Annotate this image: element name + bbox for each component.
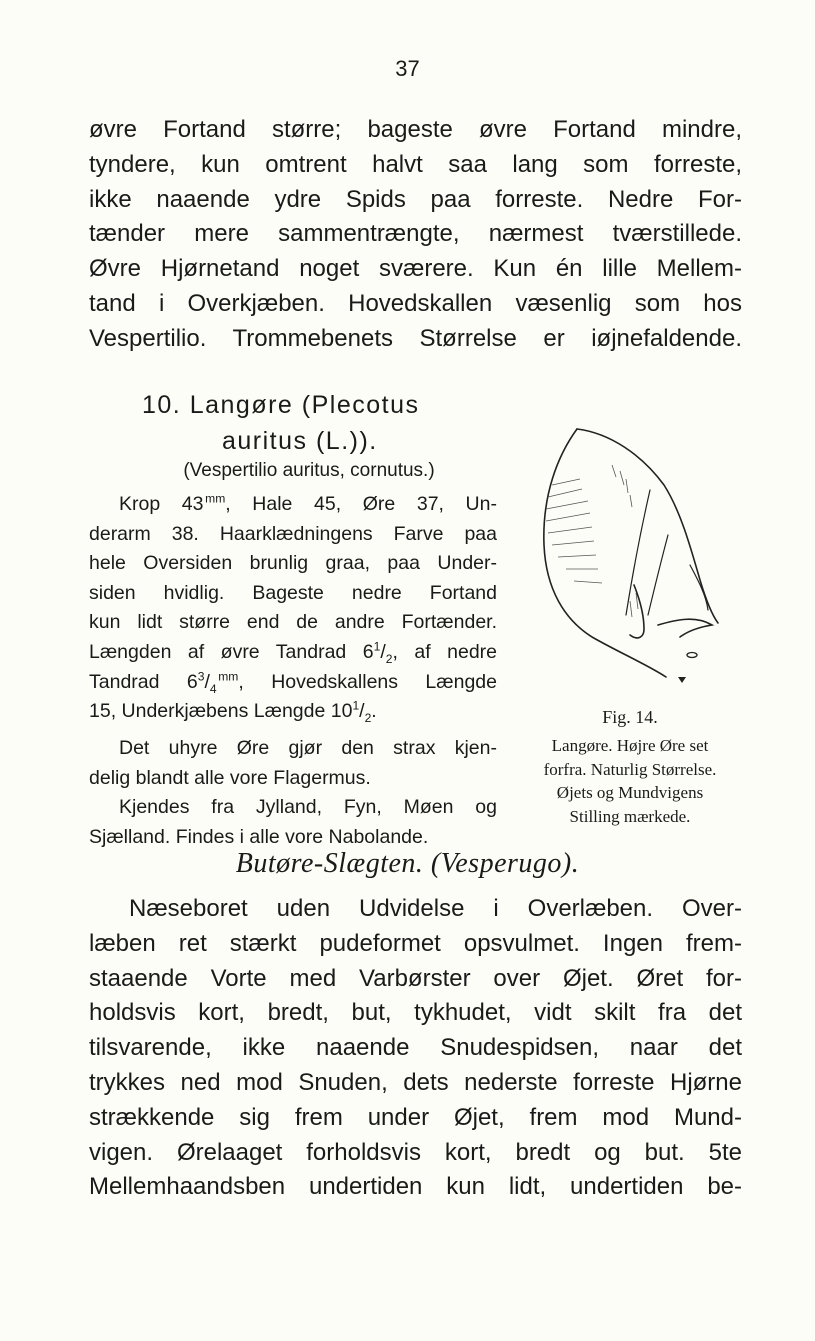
- caption-line: forfra. Naturlig Størrelse.: [543, 759, 717, 779]
- text-line: Vespertilio. Trommebenets Størrelse er iøjnefaldende.: [89, 324, 742, 352]
- ear-fold: [648, 535, 668, 615]
- fraction-slash: /: [359, 700, 365, 723]
- text-line: Øvre Hjørnetand noget sværere. Kun én lille Mellem-: [89, 255, 742, 283]
- text-line: Sjælland. Findes i alle vore Nabolande.: [89, 825, 429, 848]
- text-part: Længden af øvre Tandrad 6: [89, 640, 374, 663]
- ear-illustration: [530, 415, 730, 705]
- species-synonyms: (Vespertilio auritus, cornutus.): [183, 460, 435, 481]
- text-line: [89, 697, 497, 727]
- text-line: staaende Vorte med Varbørster over Øjet. Øret for-: [89, 964, 742, 992]
- text-line: tyndere, kun omtrent halvt saa lang som forreste,: [89, 150, 742, 178]
- text-line: kun lidt større end de andre Fortænder.: [89, 611, 497, 634]
- caption-line: Øjets og Mundvigens: [556, 783, 704, 802]
- text-line: strækkende sig frem under Øjet, frem mod Mund-: [89, 1103, 742, 1131]
- fraction-denominator: 2: [385, 651, 393, 666]
- text-part: , Hale 45, Øre 37, Un-: [225, 493, 497, 515]
- species-note-distribution: [89, 793, 497, 852]
- text-line: tilsvarende, ikke naaende Snudespidsen, naar det: [89, 1034, 742, 1062]
- text-line: holdsvis kort, bredt, but, tykhudet, vidt skilt fra det: [89, 999, 742, 1027]
- text-line: ikke naaende ydre Spids paa forreste. Nedre For-: [89, 185, 742, 213]
- species-note-ear: [89, 734, 497, 793]
- text-line: delig blandt alle vore Flagermus.: [89, 766, 371, 789]
- species-heading-line1: 10. Langøre (Plecotus: [142, 391, 420, 419]
- species-heading: [142, 387, 482, 459]
- intro-paragraph: [89, 113, 742, 357]
- caption-line: Stilling mærkede.: [569, 806, 691, 826]
- ear-base: [658, 619, 712, 637]
- text-line: tand i Overkjæben. Hovedskallen væsenlig som hos: [89, 289, 742, 317]
- ear-fold: [690, 565, 708, 610]
- ear-outline: [577, 429, 718, 623]
- text-line: hele Oversiden brunlig graa, paa Under-: [89, 552, 497, 575]
- text-line: øvre Fortand større; bageste øvre Fortand mindre,: [89, 116, 742, 143]
- text-line: [89, 668, 497, 698]
- text-line: læben ret stærkt pudeformet opsvulmet. Ingen frem-: [89, 929, 742, 957]
- eye-marker: [687, 653, 697, 658]
- figure-label: Fig. 14.: [602, 707, 658, 727]
- page-number: 37: [395, 56, 420, 81]
- text-line: derarm 38. Haarklædningens Farve paa: [89, 522, 497, 545]
- fraction-numerator: 1: [373, 639, 381, 654]
- text-line: [89, 638, 497, 668]
- text-part: .: [371, 700, 377, 723]
- text-line: Kjendes fra Jylland, Fyn, Møen og: [119, 796, 497, 818]
- caption-line: Langøre. Højre Øre set: [551, 736, 709, 755]
- species-heading-line2: auritus (L.)).: [222, 427, 378, 455]
- mouth-corner-marker: [678, 677, 686, 683]
- figure-14: [530, 415, 730, 727]
- text-line: trykkes ned mod Snuden, dets nederste forreste Hjørne: [89, 1068, 742, 1096]
- genus-description: [89, 892, 742, 1205]
- fraction-numerator: 3: [197, 669, 205, 684]
- tragus-outline: [630, 585, 644, 638]
- fraction-slash: /: [204, 670, 210, 693]
- fraction-numerator: 1: [352, 698, 360, 713]
- text-part: , af nedre: [392, 640, 498, 663]
- text-part: Tandrad 6: [89, 670, 198, 693]
- text-line: Mellemhaandsben undertiden kun lidt, undertiden be-: [89, 1173, 742, 1201]
- fraction-denominator: 4: [209, 681, 217, 696]
- text-line: [89, 490, 497, 520]
- unit-mm: mm: [205, 491, 226, 506]
- fraction-slash: /: [380, 640, 386, 663]
- text-line: tænder mere sammentrængte, nærmest tværstillede.: [89, 220, 742, 248]
- text-line: siden hvidlig. Bageste nedre Fortand: [89, 581, 497, 604]
- text-line: vigen. Ørelaaget forholdsvis kort, bredt og but. 5te: [89, 1138, 742, 1166]
- fraction-denominator: 2: [364, 711, 372, 726]
- unit-mm: mm: [218, 669, 239, 684]
- text-line: Det uhyre Øre gjør den strax kjen-: [119, 737, 497, 759]
- text-part: , Hovedskallens Længde: [238, 670, 497, 693]
- figure-caption: [500, 734, 760, 828]
- text-part: 15, Underkjæbens Længde 10: [89, 700, 353, 723]
- text-line: Næseboret uden Udvidelse i Overlæben. Over-: [129, 895, 742, 922]
- species-measurements: [89, 490, 497, 727]
- genus-heading: Butøre-Slægten. (Vesperugo).: [235, 848, 580, 879]
- text-part: Krop 43: [119, 493, 204, 515]
